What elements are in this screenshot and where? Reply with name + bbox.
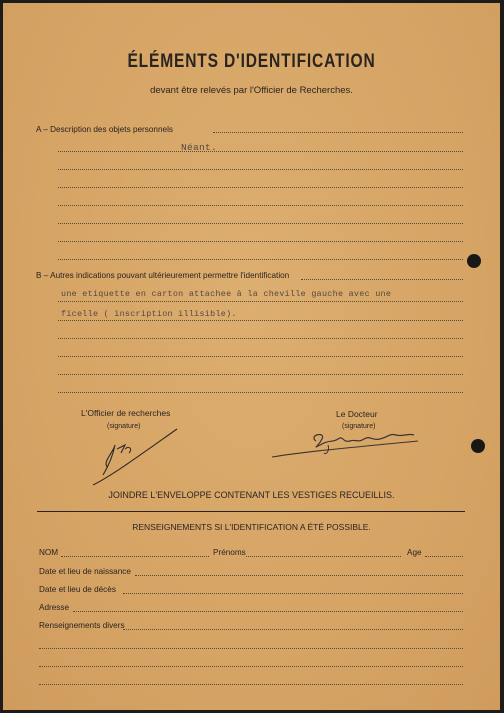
naissance-line [135,574,463,576]
section-b-line [58,355,463,357]
section-a-line [58,150,463,152]
adresse-label: Adresse [39,603,70,612]
officer-signature [73,423,193,493]
doctor-signature [268,425,428,465]
section-a-line [58,222,463,224]
nom-line [61,555,209,557]
doctor-signature-label: Le Docteur [336,409,378,419]
divers-line [39,665,463,667]
section-b-typed-line-1: une etiquette en carton attachee à la cheville gauche avec une [61,289,392,299]
punch-hole-top [467,254,481,268]
section-b-typed-line-2: ficelle ( inscription illisible). [61,309,237,319]
naissance-label: Date et lieu de naissance [39,567,131,576]
section-a-line [58,204,463,206]
identification-form-page [3,3,500,710]
section-a-line [58,186,463,188]
punch-hole-bottom [471,439,485,453]
age-label: Age [407,548,422,557]
age-line [425,555,463,557]
section-a-line [58,168,463,170]
nom-label: NOM [39,548,59,557]
identification-heading: RENSEIGNEMENTS SI L'IDENTIFICATION A ÉTÉ POSSIBLE. [132,522,371,532]
deces-label: Date et lieu de décès [39,585,116,594]
officer-signature-note: (signature) [107,423,141,430]
divers-line [39,647,463,649]
section-b-line [58,337,463,339]
section-b-label: B – Autres indications pouvant ultérieurement permettre l'identification [36,271,290,280]
section-b-line [58,391,463,393]
divers-line [39,683,463,685]
divers-label: Renseignements divers [39,621,125,630]
deces-line [123,592,463,594]
adresse-line [73,610,463,612]
envelope-note: JOINDRE L'ENVELOPPE CONTENANT LES VESTIGES RECUEILLIS. [108,490,395,500]
section-divider [37,511,465,512]
section-b-line [58,300,463,302]
section-a-line [213,131,463,133]
section-a-line [58,258,463,260]
page-title: ÉLÉMENTS D'IDENTIFICATION [127,51,376,72]
section-a-line [58,240,463,242]
page-subtitle: devant être relevés par l'Officier de Recherches. [150,85,353,96]
officer-signature-label: L'Officier de recherches [81,408,171,418]
section-a-typed-text: Néant. [181,142,218,153]
prenoms-line [246,555,401,557]
doctor-signature-note: (signature) [342,423,376,430]
section-b-line [58,373,463,375]
prenoms-label: Prénoms [213,548,246,557]
section-b-line [58,319,463,321]
section-a-label: A – Description des objets personnels [36,125,173,134]
divers-line [123,628,463,630]
section-b-line [301,278,463,280]
